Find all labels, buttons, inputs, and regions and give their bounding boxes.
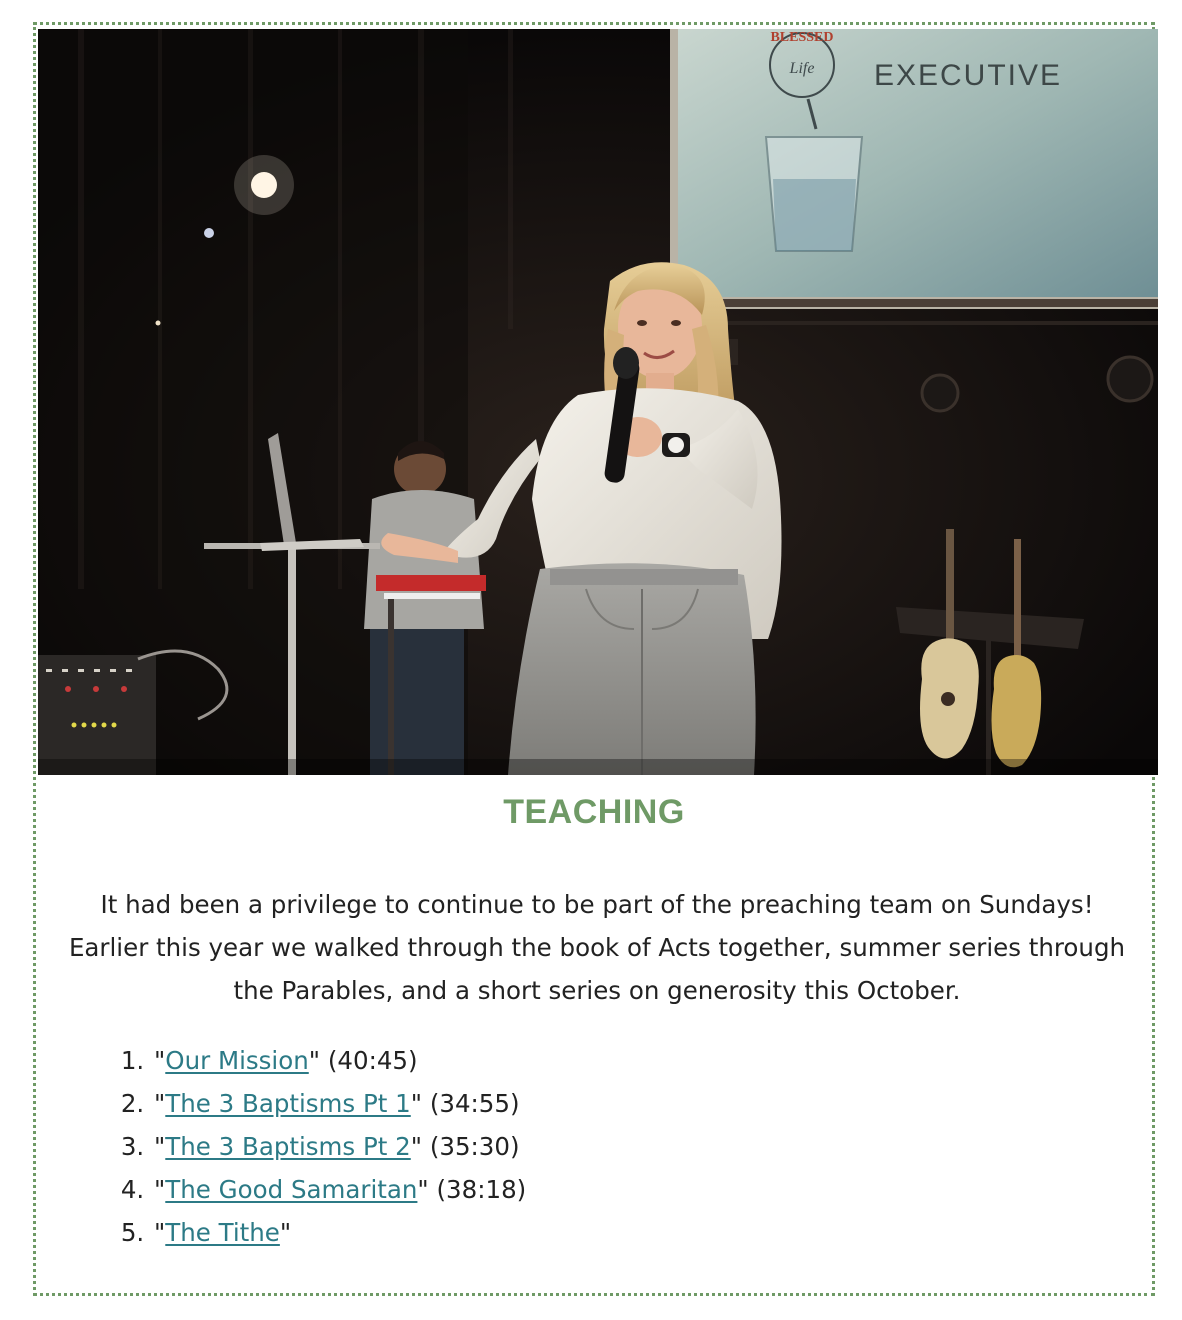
sermon-duration: (34:55) xyxy=(422,1089,520,1118)
sermon-link-the-tithe[interactable]: The Tithe xyxy=(165,1218,280,1247)
sermon-link-our-mission[interactable]: Our Mission xyxy=(165,1046,309,1075)
section-paragraph: It had been a privilege to continue to be part of the preaching team on Sundays! Earlier this year we walked through the book of Acts together, summer series through the Parables, and a short series on generosity this October. xyxy=(68,890,1126,1005)
list-item: 3. "The 3 Baptisms Pt 2" (35:30) xyxy=(152,1125,1052,1168)
sermon-list xyxy=(122,1039,1052,1254)
sermon-duration: (35:30) xyxy=(422,1132,520,1161)
list-item: 2. "The 3 Baptisms Pt 1" (34:55) xyxy=(152,1082,1052,1125)
teaching-card xyxy=(33,22,1155,1296)
sermon-duration: (38:18) xyxy=(428,1175,527,1204)
screen-executive-text: EXECUTIVE xyxy=(873,59,1063,92)
list-item: 1. "Our Mission" (40:45) xyxy=(152,1039,1052,1082)
section-title: TEACHING xyxy=(503,793,685,831)
sermon-link-baptisms-pt2[interactable]: The 3 Baptisms Pt 2 xyxy=(165,1132,411,1161)
screen-logo-script: Life xyxy=(789,60,815,77)
screen-logo-top: BLESSED xyxy=(770,30,834,45)
sermon-link-baptisms-pt1[interactable]: The 3 Baptisms Pt 1 xyxy=(165,1089,411,1118)
list-item: 4. "The Good Samaritan" (38:18) xyxy=(152,1168,1052,1211)
sermon-duration: (40:45) xyxy=(320,1046,418,1075)
list-item: 5. "The Tithe" xyxy=(152,1211,1052,1254)
speaker-photo xyxy=(38,29,1158,775)
sermon-link-good-samaritan[interactable]: The Good Samaritan xyxy=(165,1175,418,1204)
